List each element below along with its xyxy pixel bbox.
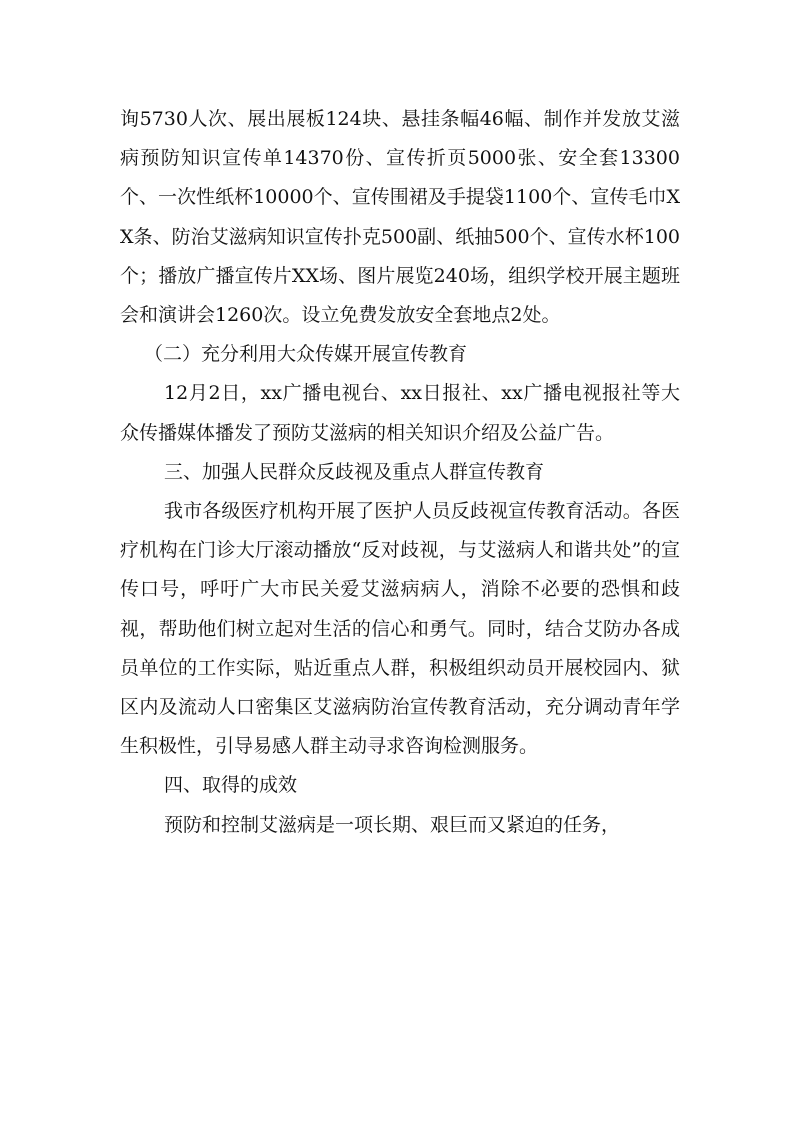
section-heading-mass-media: （二）充分利用大众传媒开展宣传教育: [144, 343, 468, 366]
paragraph-anti-discrimination: 我市各级医疗机构开展了医护人员反歧视宣传教育活动。各医疗机构在门诊大厅滚动播放“反对歧视，与艾滋病人和谐共处”的宣传口号，呼吁广大市民关爱艾滋病病人，消除不必要的恐惧和歧视，帮助他们树立起对生活的信心和勇气。同时，结合艾防办各成员单位的工作实际，贴近重点人群，积极组织动员开展校园内、狱区内及流动人口密集区艾滋病防治宣传教育活动，充分调动青年学生积极性，引导易感人群主动寻求咨询检测服务。: [120, 500, 680, 758]
section-heading-anti-discrimination: 三、加强人民群众反歧视及重点人群宣传教育: [164, 460, 545, 483]
paragraph-results: 预防和控制艾滋病是一项长期、艰巨而又紧迫的任务，: [164, 813, 621, 836]
paragraph-mass-media: 12月2日，xx广播电视台、xx日报社、xx广播电视报社等大众传播媒体播发了预防艾滋病的相关知识介绍及公益广告。: [120, 382, 680, 444]
section-heading-results: 四、取得的成效: [164, 774, 298, 797]
document-body: [120, 100, 680, 845]
paragraph-statistics: 询5730人次、展出展板124块、悬挂条幅46幅、制作并发放艾滋病预防知识宣传单14370份、宣传折页5000张、安全套13300个、一次性纸杯10000个、宣传围裙及手提袋1100个、宣传毛巾XX条、防治艾滋病知识宣传扑克500副、纸抽500个、宣传水杯100个；播放广播宣传片XX场、图片展览240场，组织学校开展主题班会和演讲会1260次。设立免费发放安全套地点2处。: [120, 108, 680, 327]
